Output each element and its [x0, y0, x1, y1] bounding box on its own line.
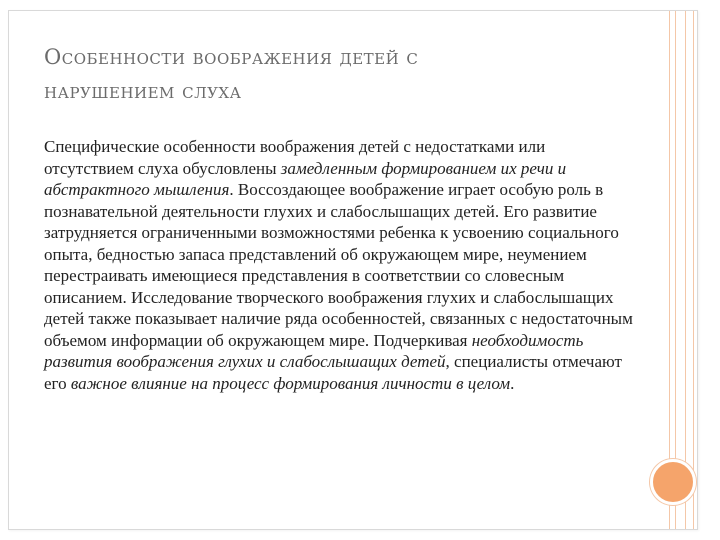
body-text-segment: , специалисты отмечают его — [44, 352, 622, 393]
body-emphasis-segment: необходимость развития воображения глухих и слабослышащих детей — [44, 330, 584, 371]
decorative-rule — [693, 11, 694, 529]
body-text-segment: Специфические особенности воображения детей с недостатками или отсутствием слуха обусловлены — [44, 137, 546, 178]
decorative-rule — [685, 11, 686, 529]
title-line-2: нарушением слуха — [44, 79, 242, 103]
body-emphasis-segment: замедленным формированием их речи и абстрактного мышления — [44, 158, 567, 199]
decorative-rule — [669, 11, 670, 529]
body-text-segment: . — [510, 373, 515, 393]
decorative-rule — [675, 11, 676, 529]
body-paragraph — [44, 136, 634, 394]
title-line-1: Особенности воображения детей с — [44, 45, 419, 69]
body-emphasis-segment: важное влияние на процесс формирования личности в целом — [70, 373, 511, 393]
decorative-circle — [650, 459, 696, 505]
body-text-segment: . Воссоздающее воображение играет особую роль в познавательной деятельности глухих и слабослышащих детей. Его развитие затрудняется ограниченными возможностями ребенка к усвоению социального опыта, бедностью запаса представлений об окружающем мире, неумением перестраивать имеющиеся представления в соответствии со словесным описанием. Исследование творческого воображения глухих и слабослышащих детей также показывает наличие ряда особенностей, связанных с недостаточным объемом информации об окружающем мире. Подчеркивая — [44, 180, 633, 350]
slide-title — [44, 40, 604, 108]
